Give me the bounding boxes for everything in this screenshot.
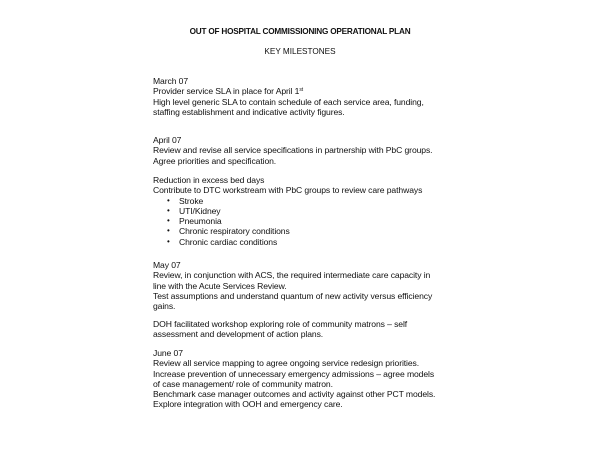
section-line: Provider service SLA in place for April 1st	[153, 86, 304, 97]
bullet-icon: •	[167, 236, 170, 246]
section-line: line with the Acute Services Review.	[153, 280, 287, 291]
bullet-icon: •	[167, 195, 170, 205]
section-june	[153, 348, 453, 410]
section-line: Test assumptions and understand quantum of new activity versus efficiency	[153, 290, 433, 301]
section-date: May 07	[153, 260, 181, 270]
section-line: Review all service mapping to agree ongoing service redesign priorities.	[153, 358, 420, 369]
ordinal-suffix: st	[299, 87, 304, 94]
section-doh-workshop	[153, 319, 453, 340]
section-line: assessment and development of action plans.	[153, 329, 324, 340]
section-line: Increase prevention of unnecessary emergency admissions – agree models	[153, 368, 435, 379]
list-item: • UTI/Kidney	[167, 205, 221, 216]
section-line: Review and revise all service specifications in partnership with PbC groups.	[153, 145, 433, 156]
section-date: March 07	[153, 76, 189, 86]
section-line: High level generic SLA to contain schedule of each service area, funding,	[153, 96, 424, 107]
section-line: Agree priorities and specification.	[153, 155, 277, 166]
care-pathway-list	[153, 196, 453, 247]
section-heading: Reduction in excess bed days	[153, 175, 265, 185]
section-line: Benchmark case manager outcomes and activity against other PCT models.	[153, 389, 436, 400]
list-item: • Chronic respiratory conditions	[167, 226, 290, 237]
bullet-icon: •	[167, 205, 170, 215]
bullet-icon: •	[167, 216, 170, 226]
bullet-icon: •	[167, 226, 170, 236]
list-item: • Stroke	[167, 195, 204, 206]
section-line: gains.	[153, 301, 176, 312]
list-item: • Pneumonia	[167, 216, 222, 227]
section-line: Explore integration with OOH and emergency care.	[153, 399, 343, 410]
section-line: staffing establishment and indicative activity figures.	[153, 106, 345, 117]
section-april	[153, 135, 453, 166]
section-march	[153, 76, 453, 117]
document-title: OUT OF HOSPITAL COMMISSIONING OPERATIONAL PLAN	[189, 27, 411, 36]
section-bed-days	[153, 175, 453, 247]
section-line: DOH facilitated workshop exploring role of community matrons – self	[153, 319, 408, 329]
list-item: • Chronic cardiac conditions	[167, 236, 278, 247]
document-subtitle: KEY MILESTONES	[264, 47, 336, 56]
section-date: April 07	[153, 135, 182, 145]
section-line: Review, in conjunction with ACS, the required intermediate care capacity in	[153, 270, 431, 281]
section-may	[153, 260, 453, 311]
section-date: June 07	[153, 348, 183, 358]
section-line: of case management/ role of community matron.	[153, 378, 333, 389]
section-line: Contribute to DTC workstream with PbC groups to review care pathways	[153, 185, 423, 196]
